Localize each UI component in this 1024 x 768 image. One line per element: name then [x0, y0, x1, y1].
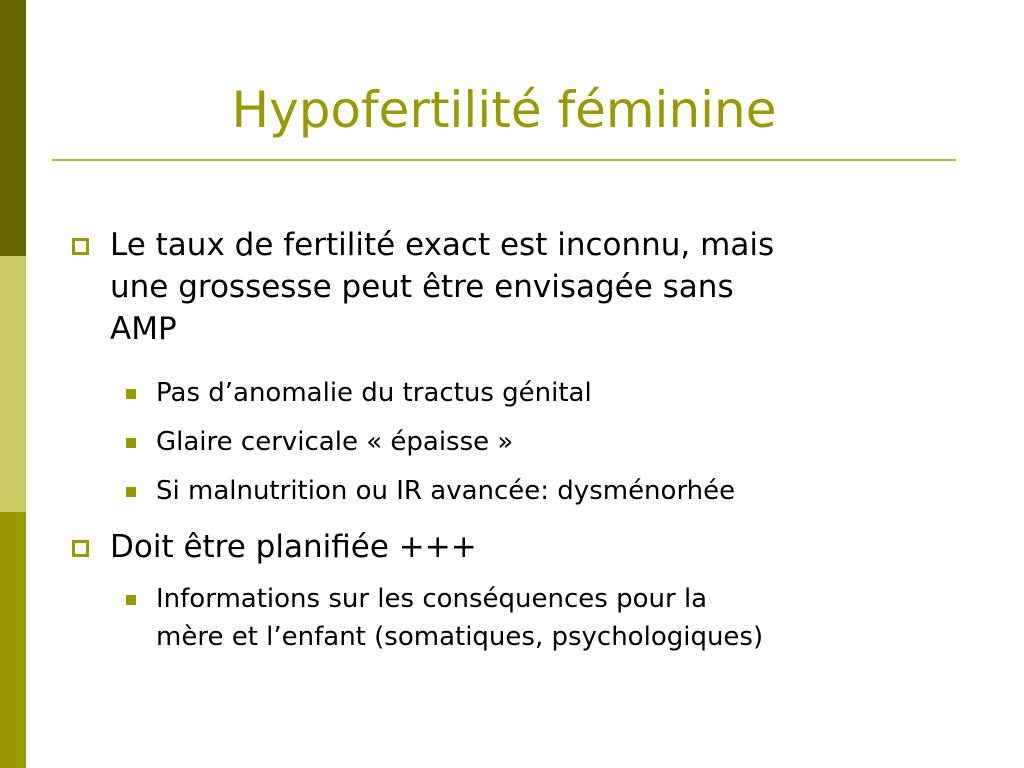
- sub-bullet-text-line: Pas d’anomalie du tractus génital: [156, 378, 592, 408]
- hollow-square-bullet-icon: [72, 238, 89, 255]
- sub-bullet-text-line: Informations sur les conséquences pour la: [156, 584, 708, 614]
- filled-square-bullet-icon: [126, 389, 136, 399]
- sub-bullet-item: [156, 580, 763, 656]
- slide-title: Hypofertilité féminine: [231, 81, 777, 139]
- sub-bullet-item: [156, 374, 592, 412]
- sub-bullet-text-line: Glaire cervicale « épaisse »: [156, 427, 514, 457]
- sub-bullet-text-line: mère et l’enfant (somatiques, psychologiques): [156, 622, 764, 652]
- bullet-item: [110, 526, 477, 568]
- filled-square-bullet-icon: [126, 595, 136, 605]
- sub-bullet-text-line: Si malnutrition ou IR avancée: dysménorhée: [156, 476, 736, 506]
- hollow-square-bullet-icon: [72, 540, 89, 557]
- sub-bullet-item: [156, 423, 513, 461]
- bullet-text-line: une grossesse peut être envisagée sans: [110, 269, 734, 305]
- bullet-text-line: Doit être planifiée +++: [110, 529, 477, 565]
- sub-bullet-item: [156, 472, 735, 510]
- filled-square-bullet-icon: [126, 438, 136, 448]
- bullet-text-line: Le taux de fertilité exact est inconnu, mais: [110, 227, 775, 263]
- bullet-item: [110, 224, 774, 350]
- bullet-text-line: AMP: [110, 311, 177, 347]
- filled-square-bullet-icon: [126, 487, 136, 497]
